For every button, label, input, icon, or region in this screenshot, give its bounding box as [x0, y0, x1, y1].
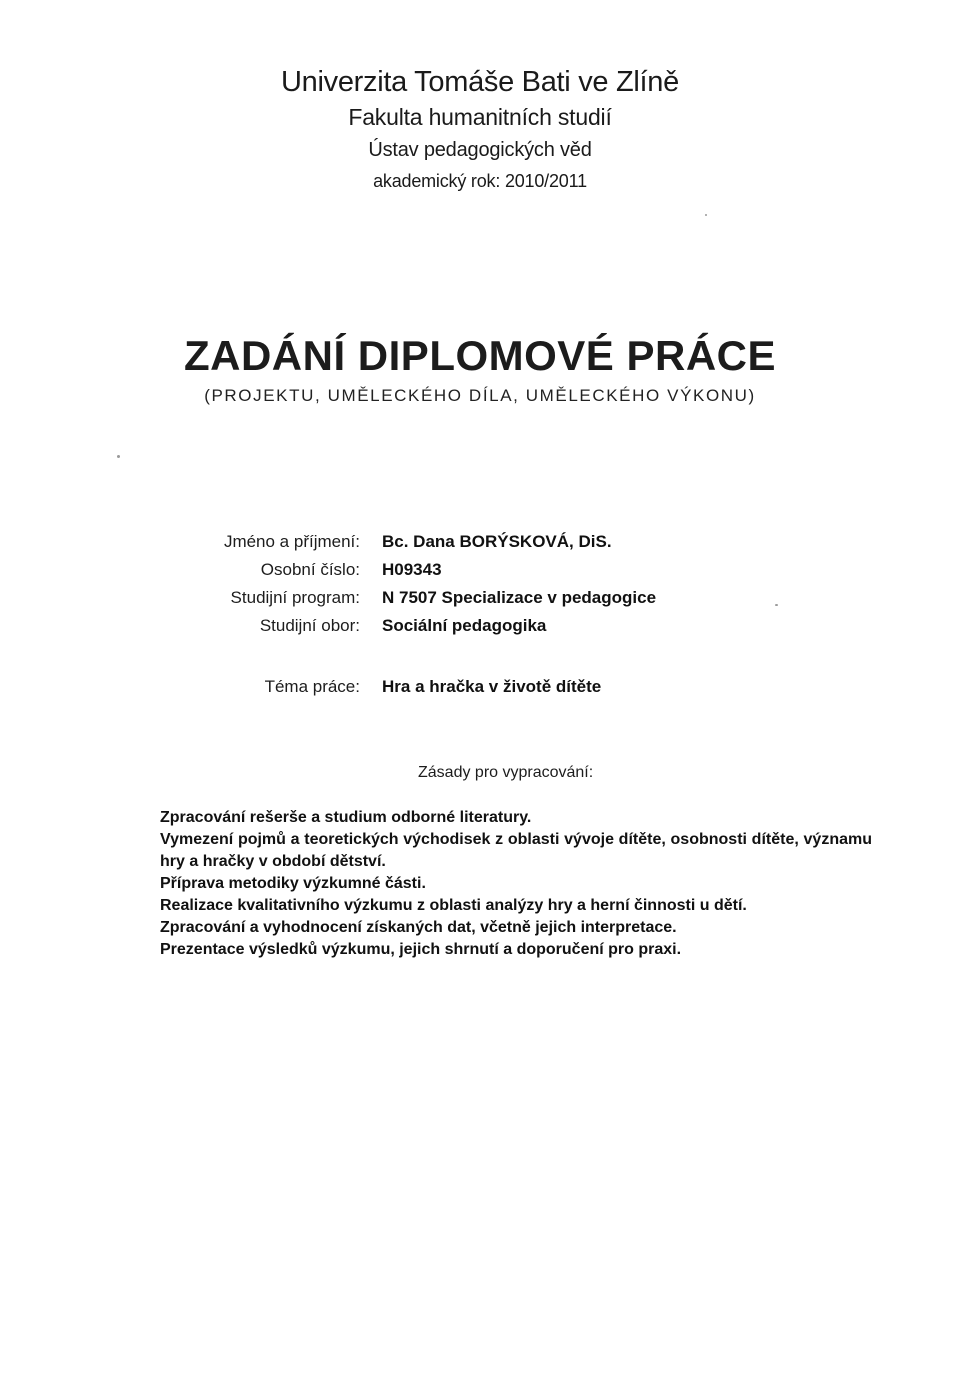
principle-item: Prezentace výsledků výzkumu, jejich shrnutí a doporučení pro praxi.	[160, 941, 682, 958]
academic-year: akademický rok: 2010/2011	[373, 171, 587, 191]
name-label: Jméno a příjmení:	[223, 532, 360, 551]
faculty-name: Fakulta humanitních studií	[348, 104, 612, 130]
principle-item: Vymezení pojmů a teoretických východisek z oblasti vývoje dítěte, osobnosti dítěte, významu hry a hračky v období dětství.	[160, 831, 872, 870]
institute-name: Ústav pedagogických věd	[368, 139, 592, 161]
name-value: Bc. Dana BORÝSKOVÁ, DiS.	[382, 532, 612, 551]
study-field-value: Sociální pedagogika	[382, 616, 547, 635]
principle-item: Zpracování rešerše a studium odborné literatury.	[160, 809, 532, 826]
topic-label: Téma práce:	[264, 677, 360, 696]
document-title: ZADÁNÍ DIPLOMOVÉ PRÁCE	[183, 332, 777, 379]
study-field-label: Studijní obor:	[259, 616, 360, 635]
scan-speck	[705, 214, 707, 216]
scan-speck	[117, 455, 120, 458]
personal-number-value: H09343	[382, 560, 442, 579]
principle-item: Příprava metodiky výzkumné části.	[160, 875, 426, 892]
university-name: Univerzita Tomáše Bati ve Zlíně	[281, 66, 679, 98]
scan-speck	[775, 604, 778, 606]
principles-heading: Zásady pro vypracování:	[418, 764, 594, 781]
document-subtitle: (PROJEKTU, UMĚLECKÉHO DÍLA, UMĚLECKÉHO VÝKONU)	[204, 386, 756, 405]
principle-item: Realizace kvalitativního výzkumu z oblasti analýzy hry a herní činnosti u dětí.	[160, 897, 747, 914]
principle-item: Zpracování a vyhodnocení získaných dat, včetně jejich interpretace.	[160, 919, 677, 936]
personal-number-label: Osobní číslo:	[260, 560, 360, 579]
principles-list	[160, 807, 872, 961]
topic-value: Hra a hračka v životě dítěte	[382, 677, 602, 696]
study-program-label: Studijní program:	[230, 588, 360, 607]
study-program-value: N 7507 Specializace v pedagogice	[382, 588, 657, 607]
